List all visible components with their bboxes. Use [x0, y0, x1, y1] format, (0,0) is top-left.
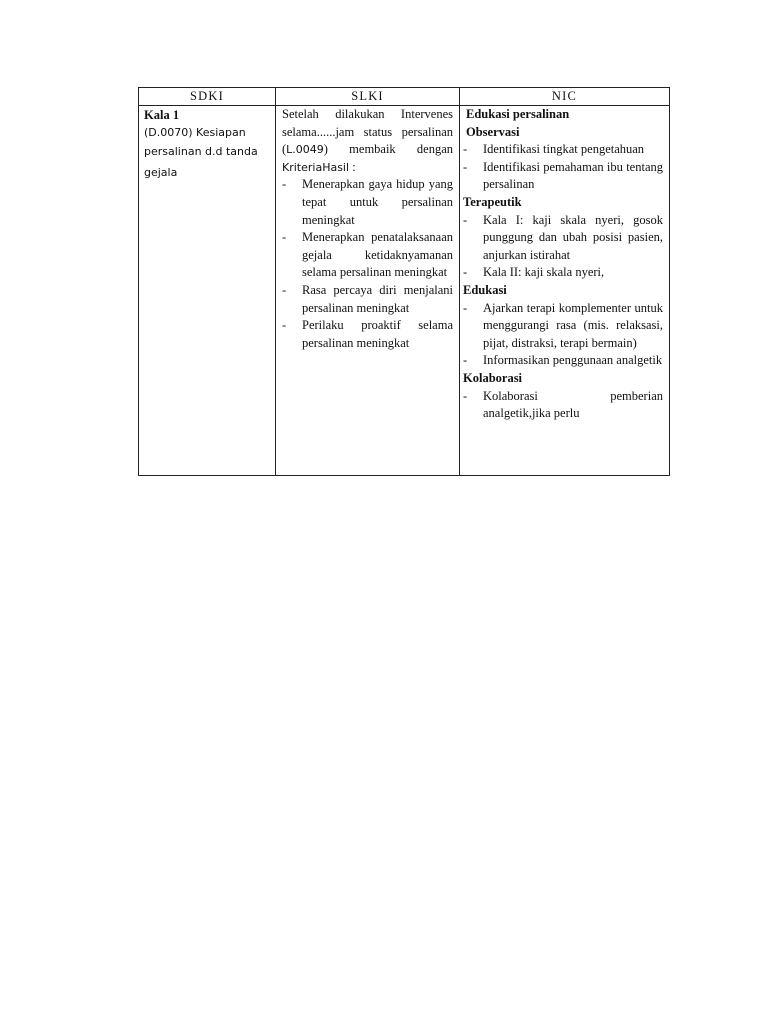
nic-observasi-list [463, 141, 663, 194]
nic-action-text: Informasikan penggunaan analgetik [483, 353, 663, 368]
slki-criteria-text: Menerapkan gaya hidup yang tepat untuk persalinan meningkat [302, 177, 453, 227]
nic-title: Edukasi persalinan [466, 107, 570, 121]
nic-action-text: Ajarkan terapi komplementer untuk menggurangi rasa (mis. relaksasi, pijat, distraksi, terapi bermain) [483, 300, 663, 350]
header-sdki: SDKI [139, 88, 276, 106]
dash-bullet: - [463, 159, 468, 174]
slki-cell [276, 106, 460, 476]
nic-section-heading: Edukasi [463, 282, 507, 297]
nursing-care-plan-table [138, 87, 670, 476]
list-item [463, 300, 663, 353]
slki-intro-part: : [349, 159, 356, 174]
list-item [463, 141, 663, 159]
slki-criteria-label: KriteriaHasil [282, 160, 350, 174]
sdki-cell [139, 106, 276, 476]
list-item [463, 264, 663, 282]
nic-terapeutik-list [463, 212, 663, 282]
slki-criteria-text: Menerapkan penatalaksanaan gejala ketidaknyamanan selama persalinan meningkat [302, 230, 453, 280]
nic-action-text: Identifikasi pemahaman ibu tentang persalinan [483, 159, 663, 192]
list-item [282, 282, 453, 317]
slki-criteria-list [282, 176, 453, 352]
list-item [463, 212, 663, 265]
dash-bullet: - [463, 212, 468, 227]
dash-bullet: - [282, 318, 287, 333]
dash-bullet: - [282, 282, 287, 297]
slki-criteria-text: Perilaku proaktif selama persalinan meningkat [302, 318, 453, 350]
list-item [282, 229, 453, 282]
dash-bullet: - [282, 177, 287, 192]
sdki-diagnosis-line: gejala [144, 166, 178, 179]
header-slki: SLKI [276, 88, 460, 106]
table-row [139, 106, 670, 476]
dash-bullet: - [282, 230, 287, 245]
sdki-title: Kala 1 [144, 108, 180, 122]
nic-cell [460, 106, 670, 476]
slki-intro [282, 106, 453, 176]
nic-section-heading: Observasi [466, 124, 520, 139]
sdki-diagnosis-line: (D.0070) Kesiapan [144, 126, 246, 139]
nic-section-heading: Kolaborasi [463, 370, 523, 385]
slki-intro-part: Setelah dilakukan Intervenes selama......jam status persalinan ( [282, 107, 453, 157]
dash-bullet: - [463, 300, 468, 315]
dash-bullet: - [463, 142, 468, 157]
list-item [282, 317, 453, 352]
nic-kolaborasi-list [463, 388, 663, 423]
header-nic: NIC [460, 88, 670, 106]
dash-bullet: - [463, 265, 468, 280]
nic-action-text: Identifikasi tingkat pengetahuan [483, 142, 645, 157]
table-header-row [139, 88, 670, 106]
slki-outcome-code: L.0049 [286, 143, 324, 157]
list-item [463, 352, 663, 370]
list-item [282, 176, 453, 229]
list-item [463, 388, 663, 423]
sdki-diagnosis-line: persalinan d.d tanda [144, 145, 258, 158]
dash-bullet: - [463, 353, 468, 368]
slki-criteria-text: Rasa percaya diri menjalani persalinan meningkat [302, 282, 453, 315]
nic-edukasi-list [463, 300, 663, 370]
dash-bullet: - [463, 388, 468, 403]
nic-action-text: Kala II: kaji skala nyeri, [483, 265, 605, 280]
nic-action-text: Kala I: kaji skala nyeri, gosok punggung dan ubah posisi pasien, anjurkan istirahat [483, 212, 663, 262]
nic-section-heading: Terapeutik [463, 194, 522, 209]
list-item [463, 159, 663, 194]
nic-action-text: Kolaborasi pemberian analgetik,jika perlu [483, 388, 663, 421]
slki-intro-part: ) membaik dengan [323, 142, 453, 157]
